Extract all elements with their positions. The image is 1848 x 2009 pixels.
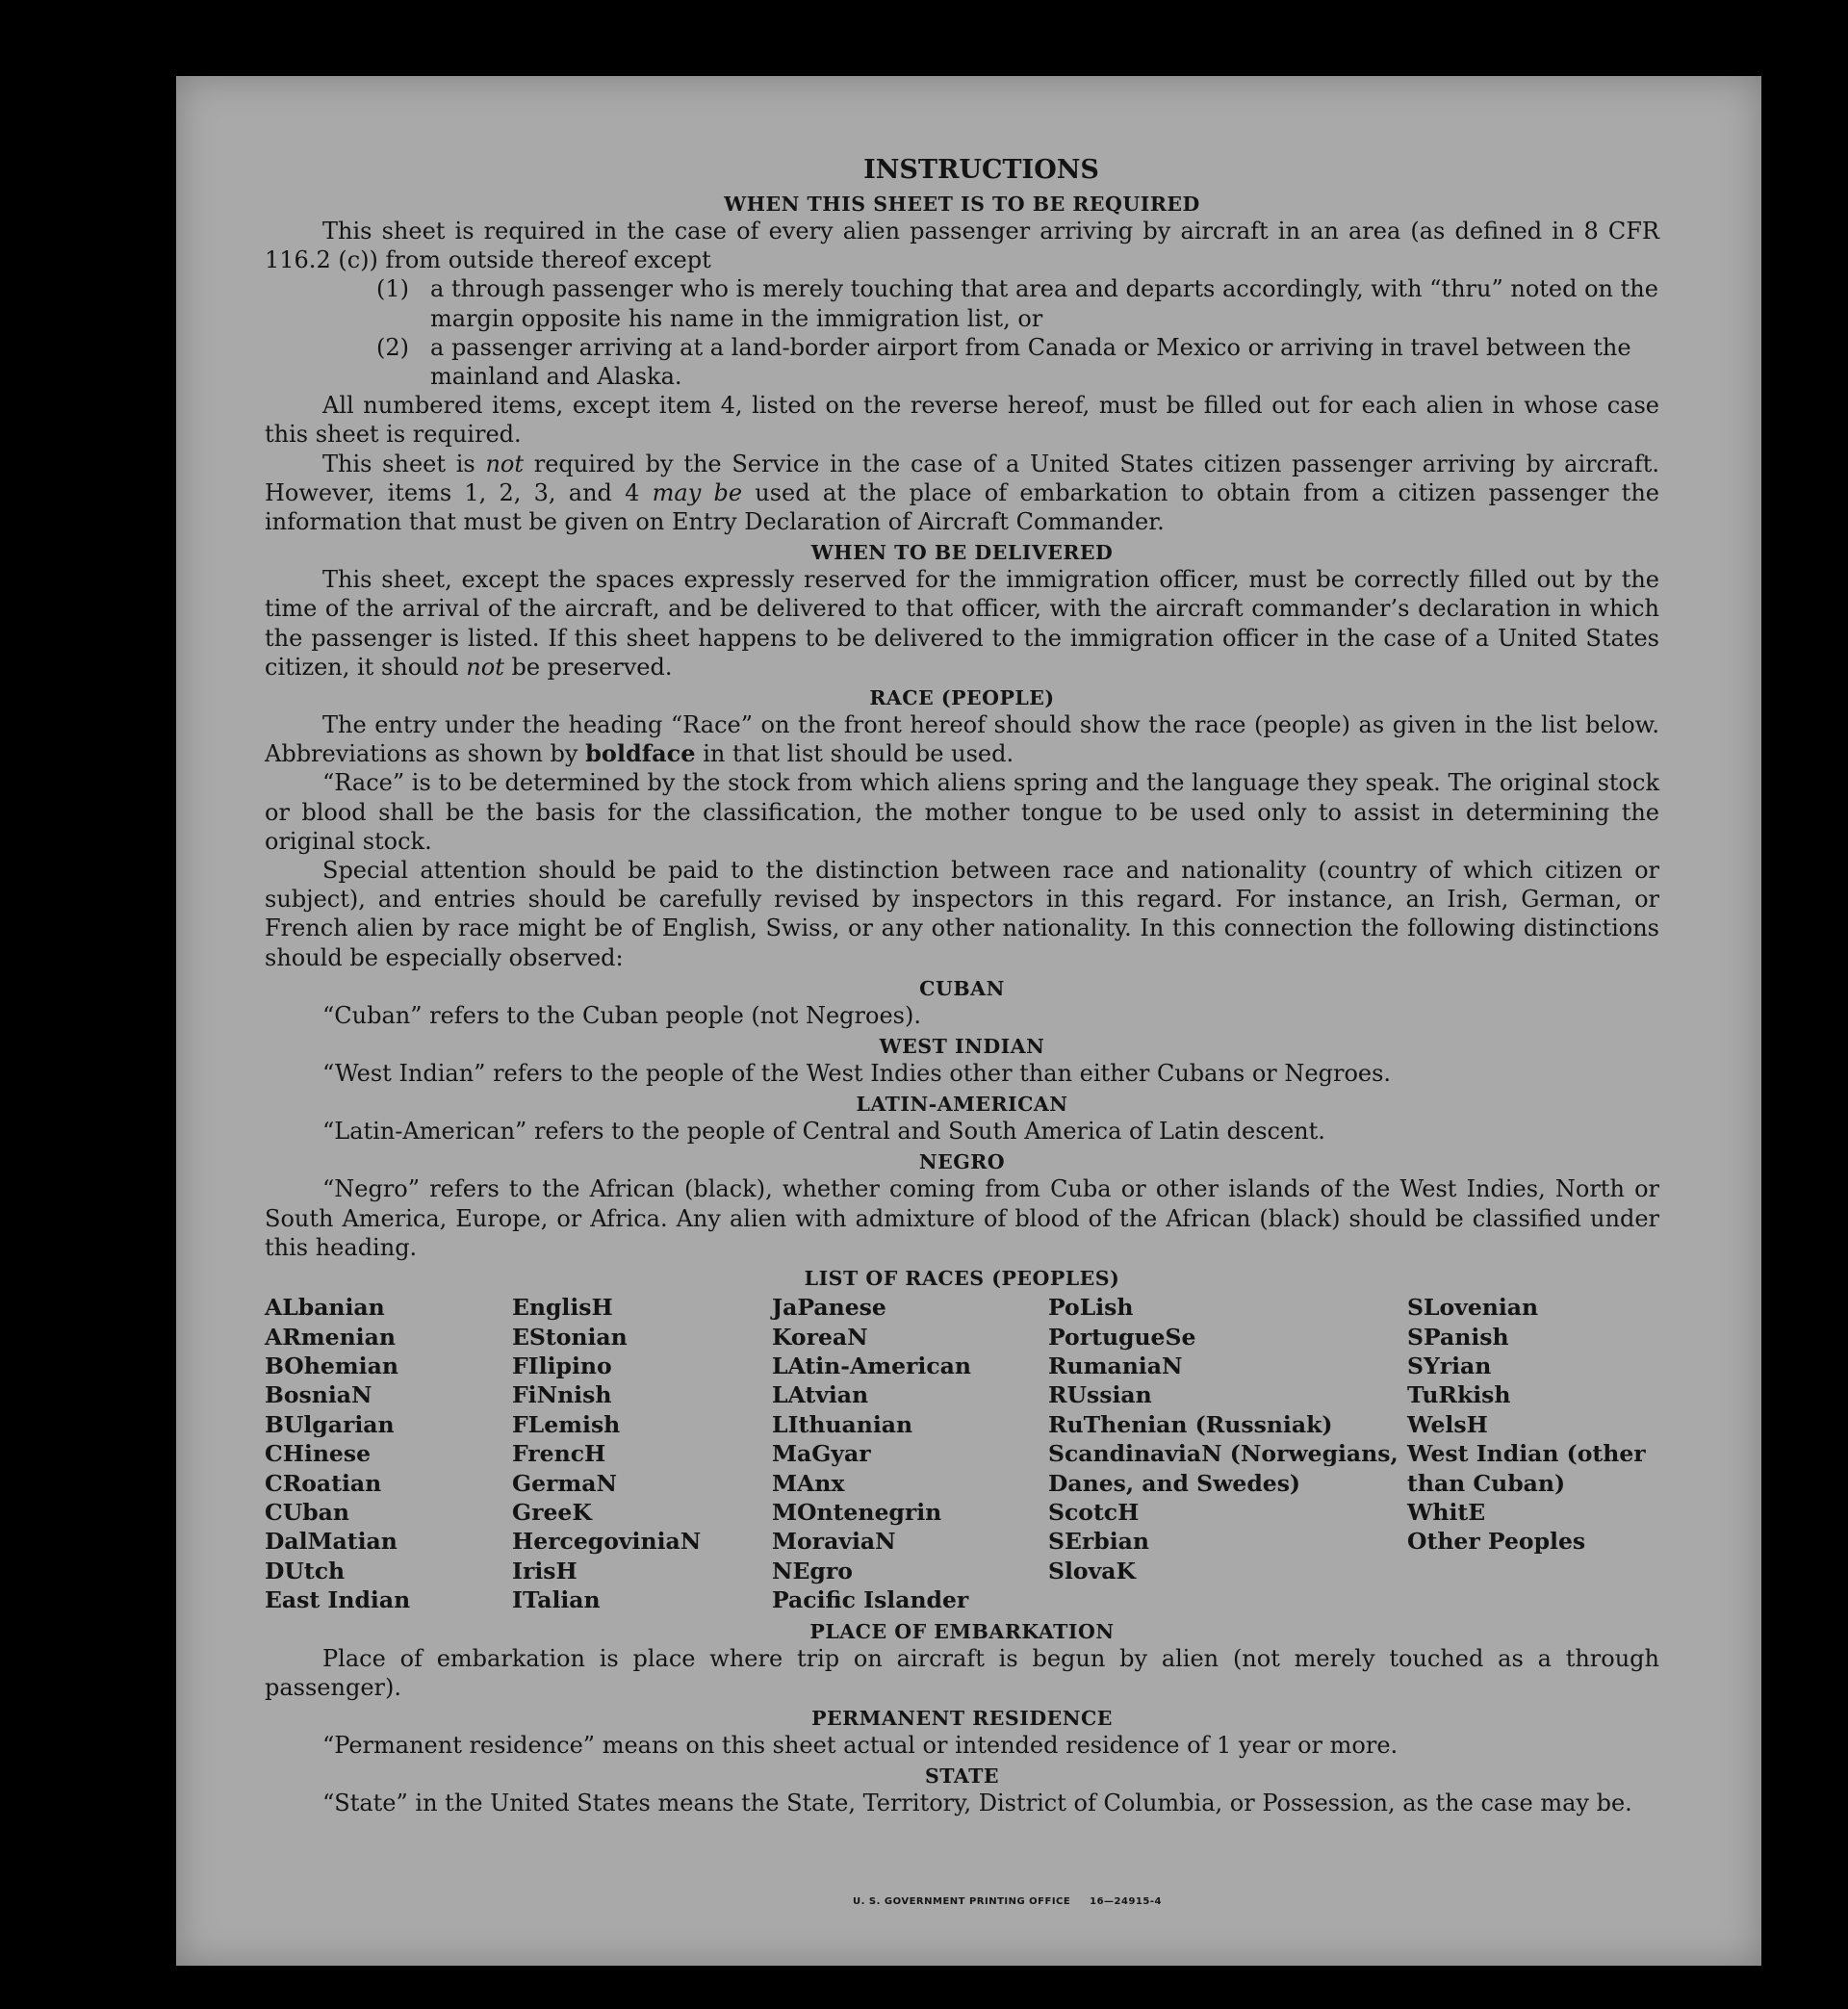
race-item: CUban <box>265 1498 349 1526</box>
text-run: This sheet is <box>322 450 486 477</box>
race-item: DalMatian <box>265 1528 398 1556</box>
race-item: RumaniaN <box>1048 1352 1183 1379</box>
race-item: KoreaN <box>772 1323 868 1351</box>
item-text: a through passenger who is merely touching that area and departs accordingly, with “thru” noted on the margin opposite his name in the immigration list, or <box>430 275 1658 332</box>
list-item <box>376 333 1659 391</box>
race-item: PortugueSe <box>1048 1323 1196 1351</box>
paragraph: “Latin-American” refers to the people of Central and South America of Latin descent. <box>322 1118 1325 1146</box>
races-list <box>265 1293 1659 1614</box>
races-column <box>265 1293 512 1614</box>
races-column <box>772 1293 1048 1614</box>
race-item: LAtvian <box>772 1381 869 1409</box>
paragraph <box>265 565 1659 682</box>
page-title: INSTRUCTIONS <box>863 155 1099 185</box>
race-item: CHinese <box>265 1440 372 1468</box>
section-heading-state: STATE <box>924 1764 1000 1789</box>
printing-office-footer: U. S. GOVERNMENT PRINTING OFFICE 16—24915-4 <box>853 1896 1162 1907</box>
race-item: RUssian <box>1048 1381 1152 1409</box>
race-item: TuRkish <box>1407 1381 1511 1409</box>
section-heading-latin-american: LATIN-AMERICAN <box>856 1093 1068 1117</box>
race-item: EnglisH <box>512 1294 613 1322</box>
race-item: LAtin-American <box>772 1352 971 1379</box>
section-heading-race: RACE (PEOPLE) <box>869 686 1055 710</box>
paragraph: “Negro” refers to the African (black), whether coming from Cuba or other islands of the West Indies, North or South America, Europe, or Africa. Any alien with admixture of blood of the African (black) should be classified under this heading. <box>265 1175 1659 1261</box>
race-item: HercegoviniaN <box>512 1528 702 1556</box>
italic-text: not <box>485 450 525 477</box>
text-run: be preserved. <box>503 653 673 681</box>
race-item: MOntenegrin <box>772 1498 942 1526</box>
section-heading-residence: PERMANENT RESIDENCE <box>811 1706 1113 1730</box>
race-item: PoLish <box>1048 1294 1134 1322</box>
race-item: MaGyar <box>772 1440 871 1468</box>
italic-text: not <box>466 653 504 681</box>
bold-text: boldface <box>585 739 696 768</box>
races-column <box>512 1293 772 1614</box>
paragraph <box>265 710 1659 768</box>
section-heading-west-indian: WEST INDIAN <box>879 1035 1045 1059</box>
races-column <box>1048 1293 1407 1614</box>
paragraph: “West Indian” refers to the people of the West Indies other than either Cubans or Negroes. <box>322 1060 1392 1088</box>
race-item: NEgro <box>772 1557 853 1584</box>
section-heading-required: WHEN THIS SHEET IS TO BE REQUIRED <box>724 193 1200 216</box>
race-item: Other Peoples <box>1407 1528 1586 1556</box>
paragraph: This sheet is required in the case of every alien passenger arriving by aircraft in an area (as defined in 8 CFR 116.2 (c)) from outside thereof except <box>265 218 1659 274</box>
section-heading-delivered: WHEN TO BE DELIVERED <box>810 541 1114 565</box>
race-item: East Indian <box>265 1586 411 1614</box>
race-item: WhitE <box>1407 1498 1486 1526</box>
instructions-content <box>265 153 1659 1817</box>
race-item: Pacific Islander <box>772 1586 969 1614</box>
race-item: BOhemian <box>265 1352 398 1379</box>
paragraph: Place of embarkation is place where trip on aircraft is begun by alien (not merely touched as a through passenger). <box>265 1644 1659 1701</box>
race-item: FrencH <box>512 1440 606 1468</box>
paragraph: All numbered items, except item 4, listed on the reverse hereof, must be filled out for each alien in whose case this sheet is required. <box>265 392 1659 449</box>
item-number: (1) <box>376 275 409 303</box>
race-item: MAnx <box>772 1469 845 1497</box>
race-item: LIthuanian <box>772 1410 913 1438</box>
race-item: SlovaK <box>1048 1557 1136 1584</box>
race-item: GermaN <box>512 1469 617 1497</box>
list-item <box>376 274 1659 332</box>
race-item: West Indian (other than Cuban) <box>1407 1440 1646 1497</box>
section-heading-embarkation: PLACE OF EMBARKATION <box>809 1619 1115 1643</box>
race-item: BosniaN <box>265 1381 372 1409</box>
text-run: in that list should be used. <box>695 740 1014 768</box>
paragraph: Special attention should be paid to the distinction between race and nationality (country of which citizen or subject), and entries should be carefully revised by inspectors in this regard. For instance, an Irish, German, or French alien by race might be of English, Swiss, or any other nationality. In this connection the following distinctions should be especially observed: <box>265 857 1659 971</box>
race-item: JaPanese <box>772 1294 886 1322</box>
section-heading-negro: NEGRO <box>918 1150 1006 1174</box>
race-item: BUlgarian <box>265 1410 395 1438</box>
race-item: RuThenian (Russniak) <box>1048 1410 1333 1438</box>
paragraph: “State” in the United States means the State, Territory, District of Columbia, or Possession, as the case may be. <box>322 1790 1632 1817</box>
race-item: MoraviaN <box>772 1528 896 1556</box>
race-item: ScandinaviaN (Norwegians, Danes, and Swedes) <box>1048 1440 1399 1497</box>
race-item: ARmenian <box>265 1323 396 1351</box>
paragraph <box>265 450 1659 537</box>
text-run: The entry under the heading “Race” on the front hereof should show the race (people) as given in the list below. Abbreviations as shown by <box>265 711 1659 768</box>
race-item: ALbanian <box>265 1294 385 1322</box>
italic-text: may be <box>652 478 743 506</box>
race-item: SLovenian <box>1407 1294 1539 1322</box>
item-number: (2) <box>376 333 409 361</box>
race-item: SErbian <box>1048 1528 1149 1556</box>
race-item: SYrian <box>1407 1352 1492 1379</box>
race-item: FIlipino <box>512 1352 612 1379</box>
race-item: GreeK <box>512 1498 592 1526</box>
paragraph: “Race” is to be determined by the stock from which aliens spring and the language they speak. The original stock or blood shall be the basis for the classification, the mother tongue to be used only to assist in determining the original stock. <box>265 769 1659 855</box>
paragraph: “Cuban” refers to the Cuban people (not Negroes). <box>322 1001 921 1029</box>
race-item: ITalian <box>512 1586 601 1614</box>
text-run: used at the place of embarkation to obtain from a citizen passenger the information that must be given on Entry Declaration of Aircraft Commander. <box>265 478 1659 536</box>
race-item: FiNnish <box>512 1381 612 1409</box>
race-item: SPanish <box>1407 1323 1509 1351</box>
race-item: WelsH <box>1407 1410 1488 1438</box>
races-column <box>1407 1293 1659 1614</box>
text-run: This sheet, except the spaces expressly reserved for the immigration officer, must be correctly filled out by the time of the arrival of the aircraft, and be delivered to that officer, with the aircraft commander’s declaration in which the passenger is listed. If this sheet happens to be delivered to the immigration officer in the case of a United States citizen, it should <box>265 566 1659 681</box>
document-sheet <box>176 76 1761 1966</box>
race-item: EStonian <box>512 1323 628 1351</box>
item-text: a passenger arriving at a land-border airport from Canada or Mexico or arriving in travel between the mainland and Alaska. <box>430 333 1631 391</box>
race-item: DUtch <box>265 1557 346 1584</box>
race-item: FLemish <box>512 1410 621 1438</box>
section-heading-races-list: LIST OF RACES (PEOPLES) <box>804 1267 1120 1291</box>
text-run: required by the Service in the case of a United States citizen passenger arriving by aircraft. However, items 1, 2, 3, and 4 <box>265 450 1659 506</box>
paragraph: “Permanent residence” means on this sheet actual or intended residence of 1 year or more. <box>322 1731 1399 1759</box>
race-item: ScotcH <box>1048 1498 1140 1526</box>
section-heading-cuban: CUBAN <box>919 976 1005 1000</box>
race-item: CRoatian <box>265 1469 382 1497</box>
race-item: IrisH <box>512 1557 578 1584</box>
